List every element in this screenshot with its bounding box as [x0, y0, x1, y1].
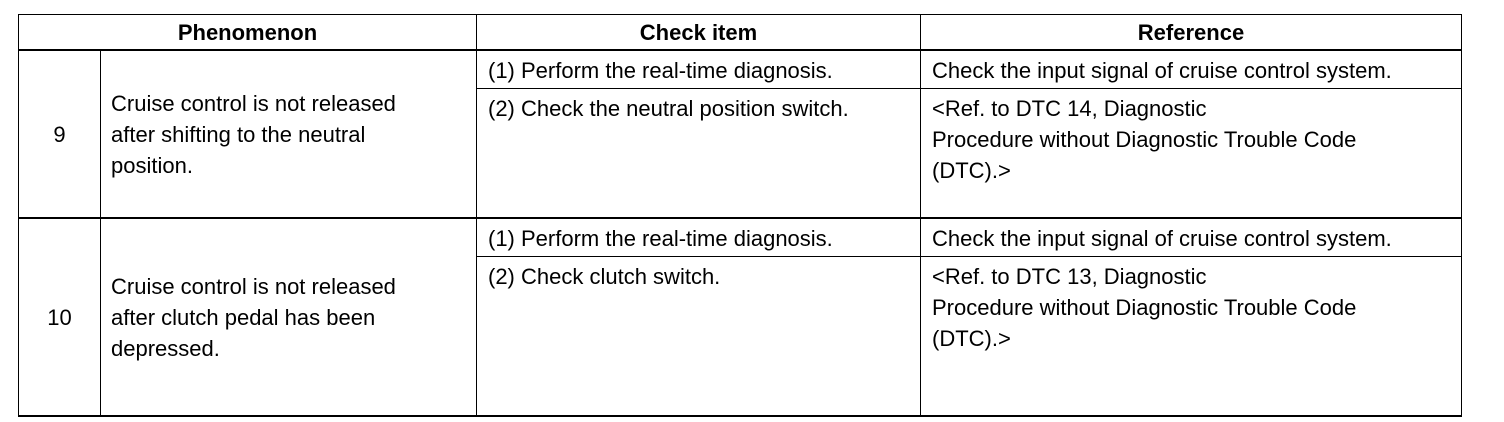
check-item-cell: (2) Check the neutral position switch. — [477, 89, 921, 219]
check-item-cell: (2) Check clutch switch. — [477, 257, 921, 417]
phenomenon-line: after clutch pedal has been — [111, 304, 376, 330]
table-row — [19, 50, 1462, 89]
reference-line: <Ref. to DTC 13, Diagnostic — [932, 264, 1207, 289]
reference-line: Check the input signal of cruise control system. — [932, 226, 1392, 251]
phenomenon-cell — [101, 50, 477, 218]
header-reference: Reference — [921, 15, 1462, 51]
check-item-cell: (1) Perform the real-time diagnosis. — [477, 50, 921, 89]
table-row — [19, 218, 1462, 257]
reference-line: Check the input signal of cruise control system. — [932, 58, 1392, 83]
header-phenomenon: Phenomenon — [19, 15, 477, 51]
reference-cell — [921, 218, 1462, 257]
reference-line: (DTC).> — [932, 158, 1011, 183]
reference-cell — [921, 89, 1462, 219]
diagnostic-table — [18, 14, 1462, 417]
header-check-item: Check item — [477, 15, 921, 51]
row-group-10 — [19, 218, 1462, 416]
row-number: 9 — [19, 50, 101, 218]
reference-line: Procedure without Diagnostic Trouble Code — [932, 295, 1357, 320]
phenomenon-line: Cruise control is not released — [111, 90, 396, 116]
row-number: 10 — [19, 218, 101, 416]
phenomenon-cell — [101, 218, 477, 416]
phenomenon-line: position. — [111, 152, 193, 178]
phenomenon-line: depressed. — [111, 335, 220, 361]
reference-cell — [921, 257, 1462, 417]
phenomenon-line: after shifting to the neutral — [111, 121, 366, 147]
check-item-cell: (1) Perform the real-time diagnosis. — [477, 218, 921, 257]
phenomenon-line: Cruise control is not released — [111, 273, 396, 299]
reference-line: (DTC).> — [932, 326, 1011, 351]
reference-cell — [921, 50, 1462, 89]
table-header-row — [19, 15, 1462, 51]
reference-line: Procedure without Diagnostic Trouble Code — [932, 127, 1357, 152]
reference-line: <Ref. to DTC 14, Diagnostic — [932, 96, 1207, 121]
row-group-9 — [19, 50, 1462, 218]
